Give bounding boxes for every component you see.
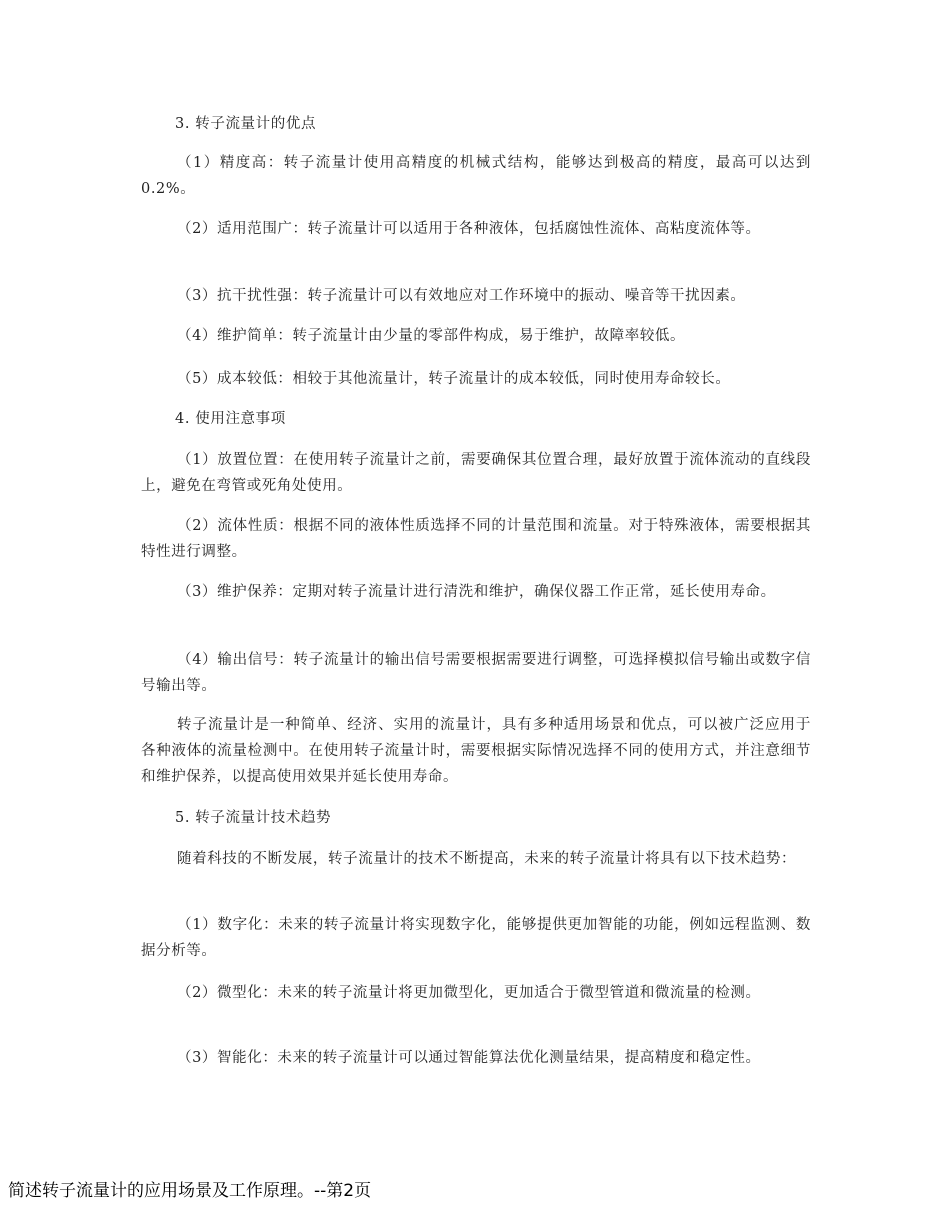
paragraph-digitalization: （1）数字化：未来的转子流量计将实现数字化，能够提供更加智能的功能，例如远程监测、数据分析等。 xyxy=(141,917,811,959)
paragraph-anti-interference: （3）抗干扰性强：转子流量计可以有效地应对工作环境中的振动、噪音等干扰因素。 xyxy=(177,288,746,304)
page-footer: 简述转子流量计的应用场景及工作原理。--第2页 xyxy=(8,1181,372,1201)
paragraph-summary: 转子流量计是一种简单、经济、实用的流量计，具有多种适用场景和优点，可以被广泛应用于各种液体的流量检测中。在使用转子流量计时，需要根据实际情况选择不同的使用方式，并注意细节和维护保养，以提高使用效果并延长使用寿命。 xyxy=(141,717,811,785)
paragraph-trends-intro: 随着科技的不断发展，转子流量计的技术不断提高，未来的转子流量计将具有以下技术趋势： xyxy=(177,851,797,867)
paragraph-placement: （1）放置位置：在使用转子流量计之前，需要确保其位置合理，最好放置于流体流动的直线段上，避免在弯管或死角处使用。 xyxy=(141,452,811,494)
paragraph-intelligence: （3）智能化：未来的转子流量计可以通过智能算法优化测量结果，提高精度和稳定性。 xyxy=(177,1050,761,1066)
paragraph-low-cost: （5）成本较低：相较于其他流量计，转子流量计的成本较低，同时使用寿命较长。 xyxy=(177,371,731,387)
paragraph-precision: （1）精度高：转子流量计使用高精度的机械式结构，能够达到极高的精度，最高可以达到0.2%。 xyxy=(141,155,811,197)
section-heading-precautions: 4. 使用注意事项 xyxy=(175,411,286,427)
paragraph-simple-maintenance: （4）维护简单：转子流量计由少量的零部件构成，易于维护，故障率较低。 xyxy=(177,328,686,344)
paragraph-output-signal: （4）输出信号：转子流量计的输出信号需要根据需要进行调整，可选择模拟信号输出或数字信号输出等。 xyxy=(141,652,811,694)
paragraph-fluid-properties: （2）流体性质：根据不同的液体性质选择不同的计量范围和流量。对于特殊液体，需要根据其特性进行调整。 xyxy=(141,518,811,560)
section-heading-advantages: 3. 转子流量计的优点 xyxy=(175,116,317,132)
paragraph-wide-range: （2）适用范围广：转子流量计可以适用于各种液体，包括腐蚀性流体、高粘度流体等。 xyxy=(177,221,761,237)
section-heading-trends: 5. 转子流量计技术趋势 xyxy=(175,810,332,826)
paragraph-miniaturization: （2）微型化：未来的转子流量计将更加微型化，更加适合于微型管道和微流量的检测。 xyxy=(177,985,761,1001)
paragraph-maintenance: （3）维护保养：定期对转子流量计进行清洗和维护，确保仪器工作正常，延长使用寿命。 xyxy=(177,584,776,600)
